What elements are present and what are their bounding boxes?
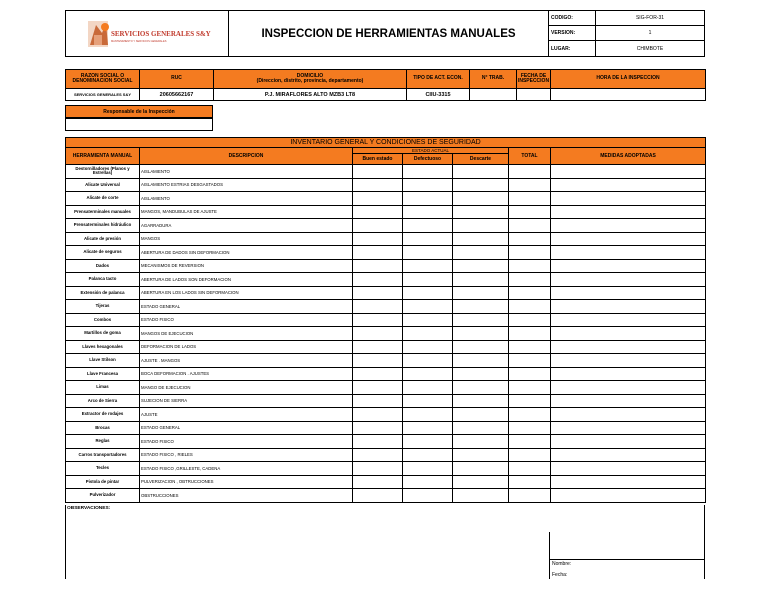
tool-name: Limas <box>66 381 140 395</box>
medidas-cell[interactable] <box>551 408 706 422</box>
defectuoso-cell[interactable] <box>403 462 453 476</box>
inventory-row <box>66 246 706 260</box>
descarte-cell[interactable] <box>453 489 509 503</box>
inventory-row <box>66 273 706 287</box>
tool-description: MANGO DE EJECUCION <box>140 381 353 395</box>
tool-name: Palanca tacto <box>66 273 140 287</box>
document-header <box>65 10 705 57</box>
defectuoso-cell[interactable] <box>403 340 453 354</box>
value-ruc[interactable]: 20605662167 <box>140 89 214 101</box>
total-cell[interactable] <box>509 313 551 327</box>
medidas-cell[interactable] <box>551 421 706 435</box>
buen-estado-cell[interactable] <box>353 219 403 233</box>
logo-subtext: MANTENIMIENTO Y SERVICIOS GENERALES <box>111 40 167 43</box>
medidas-cell[interactable] <box>551 219 706 233</box>
medidas-cell[interactable] <box>551 300 706 314</box>
descarte-cell[interactable] <box>453 475 509 489</box>
defectuoso-cell[interactable] <box>403 300 453 314</box>
medidas-cell[interactable] <box>551 259 706 273</box>
defectuoso-cell[interactable] <box>403 178 453 192</box>
descarte-cell[interactable] <box>453 462 509 476</box>
defectuoso-cell[interactable] <box>403 448 453 462</box>
defectuoso-cell[interactable] <box>403 259 453 273</box>
tool-name: Alicate de presión <box>66 232 140 246</box>
company-header-row <box>66 70 706 89</box>
tool-name: Llave Francesa <box>66 367 140 381</box>
inventory-row <box>66 489 706 503</box>
buen-estado-cell[interactable] <box>353 192 403 206</box>
total-cell[interactable] <box>509 421 551 435</box>
header-ruc: RUC <box>140 70 214 89</box>
tool-description: OBSTRUCCIONES <box>140 489 353 503</box>
tool-description: ESTADO GENERAL <box>140 421 353 435</box>
tool-name: Carros transportadores <box>66 448 140 462</box>
descarte-cell[interactable] <box>453 192 509 206</box>
defectuoso-cell[interactable] <box>403 367 453 381</box>
tool-description: AISLAMIENTO ESTRIAS DESGASTADOS <box>140 178 353 192</box>
tool-name: Prensaterminales manuales <box>66 205 140 219</box>
descarte-cell[interactable] <box>453 178 509 192</box>
inventory-row <box>66 354 706 368</box>
tool-name: Prensaterminales hidráulico <box>66 219 140 233</box>
tool-name: Llaves hexagonales <box>66 340 140 354</box>
meta-version: VERSION: 1 <box>549 26 704 41</box>
inventory-row <box>66 435 706 449</box>
descarte-cell[interactable] <box>453 381 509 395</box>
buen-estado-cell[interactable] <box>353 448 403 462</box>
descarte-cell[interactable] <box>453 205 509 219</box>
total-cell[interactable] <box>509 367 551 381</box>
tool-name: Alicate de seguros <box>66 246 140 260</box>
tool-description: ESTADO FISICO ,GRILLESTE, CADENA <box>140 462 353 476</box>
buen-estado-cell[interactable] <box>353 327 403 341</box>
logo-area <box>66 11 229 56</box>
signature-line <box>549 559 704 560</box>
col-defectuoso: Defectuoso <box>403 154 453 165</box>
total-cell[interactable] <box>509 286 551 300</box>
descarte-cell[interactable] <box>453 273 509 287</box>
inventory-row <box>66 219 706 233</box>
buen-estado-cell[interactable] <box>353 367 403 381</box>
inventory-row <box>66 313 706 327</box>
tool-description: MANGOS <box>140 232 353 246</box>
buen-estado-cell[interactable] <box>353 300 403 314</box>
tool-description: AISLAMIENTO <box>140 192 353 206</box>
inventory-row <box>66 462 706 476</box>
tool-name: Martillos de goma <box>66 327 140 341</box>
medidas-cell[interactable] <box>551 340 706 354</box>
tool-description: ESTADO FISICO <box>140 435 353 449</box>
descarte-cell[interactable] <box>453 448 509 462</box>
defectuoso-cell[interactable] <box>403 421 453 435</box>
descarte-cell[interactable] <box>453 165 509 179</box>
medidas-cell[interactable] <box>551 475 706 489</box>
inventory-row <box>66 475 706 489</box>
defectuoso-cell[interactable] <box>403 165 453 179</box>
inventory-row <box>66 394 706 408</box>
medidas-cell[interactable] <box>551 367 706 381</box>
header-domicilio: DOMICILIO (Direccion, distrito, provincia, departamento) <box>214 70 407 89</box>
col-herramienta: HERRAMIENTA MANUAL <box>66 148 140 165</box>
descarte-cell[interactable] <box>453 219 509 233</box>
col-estado-actual: ESTADO ACTUAL <box>353 148 509 154</box>
value-fecha-inspeccion[interactable] <box>517 89 551 101</box>
buen-estado-cell[interactable] <box>353 313 403 327</box>
inventory-row <box>66 232 706 246</box>
tool-name: Tecles <box>66 462 140 476</box>
total-cell[interactable] <box>509 246 551 260</box>
buen-estado-cell[interactable] <box>353 489 403 503</box>
tool-name: Pulverizador <box>66 489 140 503</box>
descarte-cell[interactable] <box>453 421 509 435</box>
inventory-table <box>65 137 705 503</box>
tool-description: AJUSTE <box>140 408 353 422</box>
value-n-trab[interactable] <box>470 89 517 101</box>
inventory-row <box>66 448 706 462</box>
medidas-cell[interactable] <box>551 273 706 287</box>
inventory-title: INVENTARIO GENERAL Y CONDICIONES DE SEGURIDAD <box>66 138 706 148</box>
buen-estado-cell[interactable] <box>353 435 403 449</box>
tool-description: ABERTURA DE DADOS SIN DEFORMACION <box>140 246 353 260</box>
col-descripcion: DESCRIPCION <box>140 148 353 165</box>
descarte-cell[interactable] <box>453 313 509 327</box>
inventory-title-row <box>66 138 706 148</box>
header-tipo-act: TIPO DE ACT. ECON. <box>407 70 470 89</box>
total-cell[interactable] <box>509 435 551 449</box>
tool-description: MECANISMOS DE REVERSION <box>140 259 353 273</box>
tool-name: Arco de Sierra <box>66 394 140 408</box>
total-cell[interactable] <box>509 327 551 341</box>
tool-description: ABERTURA DE LADOS SON DEFORMACION <box>140 273 353 287</box>
buen-estado-cell[interactable] <box>353 354 403 368</box>
col-buen-estado: Buen estado <box>353 154 403 165</box>
meta-codigo: CODIGO: SIG-FOR-31 <box>549 11 704 26</box>
total-cell[interactable] <box>509 178 551 192</box>
defectuoso-cell[interactable] <box>403 489 453 503</box>
buen-estado-cell[interactable] <box>353 475 403 489</box>
buen-estado-cell[interactable] <box>353 259 403 273</box>
tool-description: BOCA DEFORMACION . AJUSTES <box>140 367 353 381</box>
signature-divider <box>549 532 550 579</box>
inventory-row <box>66 381 706 395</box>
descarte-cell[interactable] <box>453 340 509 354</box>
inventory-row <box>66 408 706 422</box>
value-razon-social[interactable]: SERVICIOS GENERALES S&Y <box>66 89 140 101</box>
descarte-cell[interactable] <box>453 367 509 381</box>
total-cell[interactable] <box>509 232 551 246</box>
value-tipo-act[interactable]: CIIU-3315 <box>407 89 470 101</box>
total-cell[interactable] <box>509 205 551 219</box>
total-cell[interactable] <box>509 381 551 395</box>
defectuoso-cell[interactable] <box>403 232 453 246</box>
inventory-row <box>66 205 706 219</box>
inventory-row <box>66 327 706 341</box>
tool-description: AGARRADURA <box>140 219 353 233</box>
tool-description: DEFORMACION DE LADOS <box>140 340 353 354</box>
descarte-cell[interactable] <box>453 354 509 368</box>
defectuoso-cell[interactable] <box>403 354 453 368</box>
tool-description: SUJECION DE SIERRA <box>140 394 353 408</box>
buen-estado-cell[interactable] <box>353 394 403 408</box>
total-cell[interactable] <box>509 219 551 233</box>
company-info-table <box>65 69 705 101</box>
defectuoso-cell[interactable] <box>403 219 453 233</box>
buen-estado-cell[interactable] <box>353 421 403 435</box>
tool-description: ESTADO GENERAL <box>140 300 353 314</box>
total-cell[interactable] <box>509 340 551 354</box>
header-hora-inspeccion: HORA DE LA INSPECCION <box>551 70 706 89</box>
descarte-cell[interactable] <box>453 259 509 273</box>
medidas-cell[interactable] <box>551 232 706 246</box>
medidas-cell[interactable] <box>551 327 706 341</box>
inventory-row <box>66 192 706 206</box>
tool-description: MANGOS, MANDUBULAS DE AJUSTE <box>140 205 353 219</box>
medidas-cell[interactable] <box>551 165 706 179</box>
descarte-cell[interactable] <box>453 435 509 449</box>
tool-name: Alicate de corte <box>66 192 140 206</box>
tool-description: ESTADO FISICO <box>140 313 353 327</box>
total-cell[interactable] <box>509 165 551 179</box>
medidas-cell[interactable] <box>551 394 706 408</box>
tool-name: Tijeras <box>66 300 140 314</box>
document-meta <box>549 11 704 56</box>
tool-description: AJUSTE . MANGOS <box>140 354 353 368</box>
descarte-cell[interactable] <box>453 300 509 314</box>
tool-name: Combos <box>66 313 140 327</box>
buen-estado-cell[interactable] <box>353 286 403 300</box>
inventory-row <box>66 286 706 300</box>
header-razon-social: RAZON SOCIAL O DENOMINACION SOCIAL <box>66 70 140 89</box>
buen-estado-cell[interactable] <box>353 273 403 287</box>
meta-lugar: LUGAR: CHIMBOTE <box>549 41 704 56</box>
buen-estado-cell[interactable] <box>353 408 403 422</box>
col-total: TOTAL <box>509 148 551 165</box>
descarte-cell[interactable] <box>453 327 509 341</box>
tool-description: AISLAMIENTO <box>140 165 353 179</box>
defectuoso-cell[interactable] <box>403 327 453 341</box>
responsable-label: Responsable de la Inspección <box>65 105 213 118</box>
buen-estado-cell[interactable] <box>353 205 403 219</box>
total-cell[interactable] <box>509 475 551 489</box>
responsable-field[interactable] <box>65 118 213 131</box>
document-title: INSPECCION DE HERRAMIENTAS MANUALES <box>229 11 549 56</box>
medidas-cell[interactable] <box>551 246 706 260</box>
buen-estado-cell[interactable] <box>353 165 403 179</box>
company-logo-icon <box>66 11 229 56</box>
fecha-label: Fecha: <box>552 572 568 578</box>
tool-description: ESTADO FISICO , RIELES <box>140 448 353 462</box>
defectuoso-cell[interactable] <box>403 205 453 219</box>
header-n-trab: N° TRAB. <box>470 70 517 89</box>
col-medidas: MEDIDAS ADOPTADAS <box>551 148 706 165</box>
observaciones-area[interactable] <box>65 505 705 532</box>
medidas-cell[interactable] <box>551 178 706 192</box>
buen-estado-cell[interactable] <box>353 462 403 476</box>
inventory-row <box>66 259 706 273</box>
medidas-cell[interactable] <box>551 205 706 219</box>
header-fecha-inspeccion: FECHA DE INSPECCION <box>517 70 551 89</box>
medidas-cell[interactable] <box>551 286 706 300</box>
total-cell[interactable] <box>509 354 551 368</box>
defectuoso-cell[interactable] <box>403 381 453 395</box>
buen-estado-cell[interactable] <box>353 340 403 354</box>
descarte-cell[interactable] <box>453 232 509 246</box>
tool-name: Extensión de palanca <box>66 286 140 300</box>
total-cell[interactable] <box>509 394 551 408</box>
tool-name: Dados <box>66 259 140 273</box>
descarte-cell[interactable] <box>453 286 509 300</box>
tool-description: PULVERIZACION , OBTRUCCIONES <box>140 475 353 489</box>
company-value-row <box>66 89 706 101</box>
value-domicilio[interactable]: P.J. MIRAFLORES ALTO MZB3 LT8 <box>214 89 407 101</box>
logo-text: SERVICIOS GENERALES S&Y <box>111 30 211 38</box>
medidas-cell[interactable] <box>551 448 706 462</box>
tool-name: Brocas <box>66 421 140 435</box>
descarte-cell[interactable] <box>453 246 509 260</box>
total-cell[interactable] <box>509 448 551 462</box>
tool-name: Llave Stilson <box>66 354 140 368</box>
defectuoso-cell[interactable] <box>403 475 453 489</box>
buen-estado-cell[interactable] <box>353 381 403 395</box>
defectuoso-cell[interactable] <box>403 313 453 327</box>
nombre-label: Nombre: <box>552 561 572 567</box>
inventory-row <box>66 367 706 381</box>
medidas-cell[interactable] <box>551 489 706 503</box>
defectuoso-cell[interactable] <box>403 394 453 408</box>
tool-name: Extractor de rodajes <box>66 408 140 422</box>
total-cell[interactable] <box>509 259 551 273</box>
inventory-row <box>66 421 706 435</box>
observaciones-label: OBSERVACIONES: <box>67 506 111 511</box>
inventory-row <box>66 178 706 192</box>
defectuoso-cell[interactable] <box>403 246 453 260</box>
medidas-cell[interactable] <box>551 435 706 449</box>
medidas-cell[interactable] <box>551 381 706 395</box>
total-cell[interactable] <box>509 462 551 476</box>
medidas-cell[interactable] <box>551 354 706 368</box>
defectuoso-cell[interactable] <box>403 435 453 449</box>
medidas-cell[interactable] <box>551 313 706 327</box>
value-hora-inspeccion[interactable] <box>551 89 706 101</box>
defectuoso-cell[interactable] <box>403 286 453 300</box>
col-descarte: Descarte <box>453 154 509 165</box>
total-cell[interactable] <box>509 489 551 503</box>
descarte-cell[interactable] <box>453 394 509 408</box>
defectuoso-cell[interactable] <box>403 408 453 422</box>
inventory-row <box>66 300 706 314</box>
buen-estado-cell[interactable] <box>353 246 403 260</box>
total-cell[interactable] <box>509 408 551 422</box>
buen-estado-cell[interactable] <box>353 232 403 246</box>
total-cell[interactable] <box>509 300 551 314</box>
tool-name: Pistola de pintar <box>66 475 140 489</box>
descarte-cell[interactable] <box>453 408 509 422</box>
defectuoso-cell[interactable] <box>403 192 453 206</box>
tool-description: ABERTURA EN LOS LADOS SIN DEFORMACION <box>140 286 353 300</box>
tool-name: Alicate Universal <box>66 178 140 192</box>
inventory-row <box>66 165 706 179</box>
signature-area <box>65 532 705 579</box>
tool-name: Reglas <box>66 435 140 449</box>
buen-estado-cell[interactable] <box>353 178 403 192</box>
total-cell[interactable] <box>509 192 551 206</box>
tool-name: Destornilladores (Planos y Estrellas) <box>66 165 140 179</box>
medidas-cell[interactable] <box>551 192 706 206</box>
inventory-row <box>66 340 706 354</box>
tool-description: MANGOS DE EJECUCION <box>140 327 353 341</box>
total-cell[interactable] <box>509 273 551 287</box>
defectuoso-cell[interactable] <box>403 273 453 287</box>
medidas-cell[interactable] <box>551 462 706 476</box>
